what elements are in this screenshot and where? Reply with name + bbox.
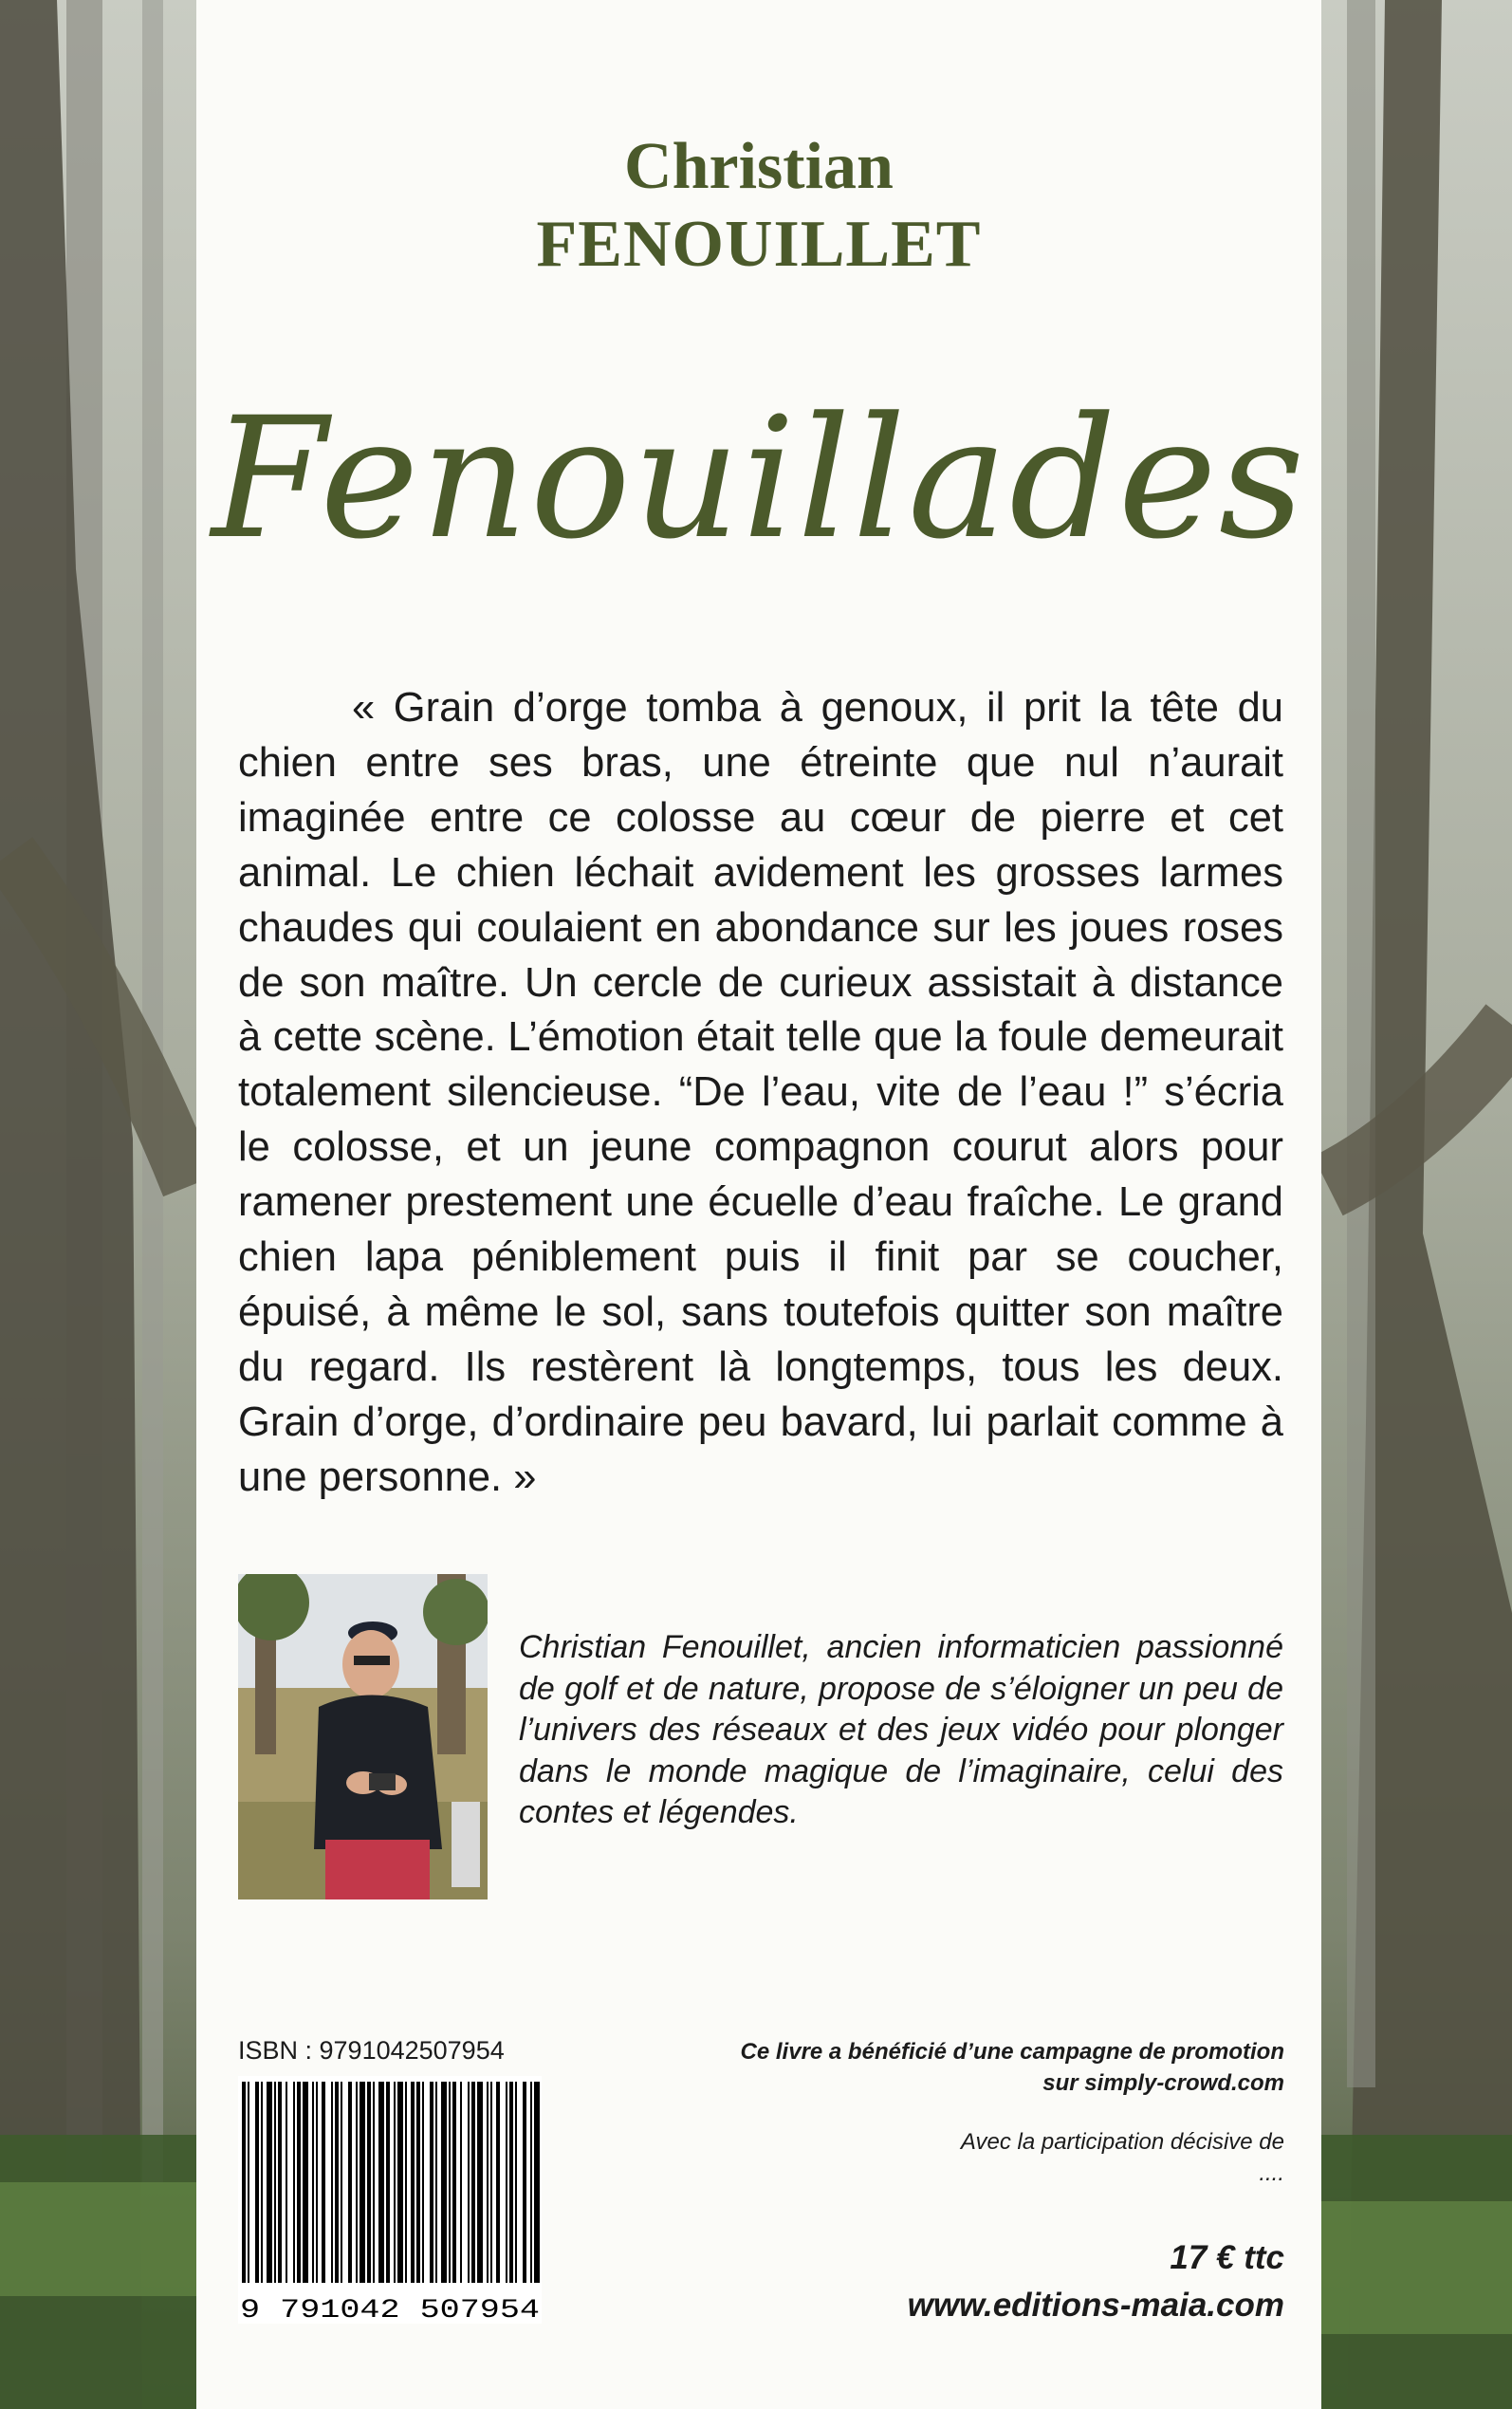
promotion-note [728, 2036, 1284, 2099]
back-cover-panel [196, 0, 1321, 2409]
price: 17 € ttc [1170, 2239, 1284, 2276]
book-title: Fenouillades [211, 381, 1307, 576]
participation-note [728, 2126, 1284, 2189]
participation-line-1: Avec la participation décisive de [960, 2129, 1284, 2155]
isbn-label: ISBN : 9791042507954 [238, 2036, 505, 2065]
author-bio: Christian Fenouillet, ancien informaticien passionné de golf et de nature, propose de s’éloigner un peu de l’univers des réseaux et des jeux vidéo pour plonger dans le monde magique de l’imaginaire, celui des contes et légendes. [519, 1629, 1283, 1830]
author-last-name: FENOUILLET [536, 208, 982, 281]
promotion-line-2: sur simply-crowd.com [1042, 2070, 1284, 2096]
participation-line-2: .... [1259, 2160, 1284, 2186]
publisher-website: www.editions-maia.com [907, 2287, 1284, 2324]
author-photo [238, 1574, 488, 1899]
author-first-name: Christian [624, 130, 894, 203]
barcode-digits: 9 791042 507954 [240, 2296, 540, 2324]
promotion-line-1: Ce livre a bénéficié d’une campagne de promotion [740, 2039, 1284, 2065]
book-blurb: « Grain d’orge tomba à genoux, il prit la tête du chien entre ses bras, une étreinte que nul n’aurait imaginée entre ce colosse au cœur de pierre et cet animal. Le chien léchait avidement les grosses larmes chaudes qui coulaient en abondance sur les joues roses de son maître. Un cercle de curieux assistait à distance à cette scène. L’émotion était telle que la foule demeurait totalement silencieuse. “De l’eau, vite de l’eau !” s’écria le colosse, et un jeune compagnon courut alors pour ramener prestement une écuelle d’eau fraîche. Le grand chien lapa péniblement puis il finit par se coucher, épuisé, à même le sol, sans toutefois quitter son maître du regard. Ils restèrent là longtemps, tous les deux. Grain d’orge, d’ordinaire peu bavard, lui parlait comme à une personne. » [238, 685, 1283, 1500]
isbn-barcode [238, 2076, 542, 2324]
